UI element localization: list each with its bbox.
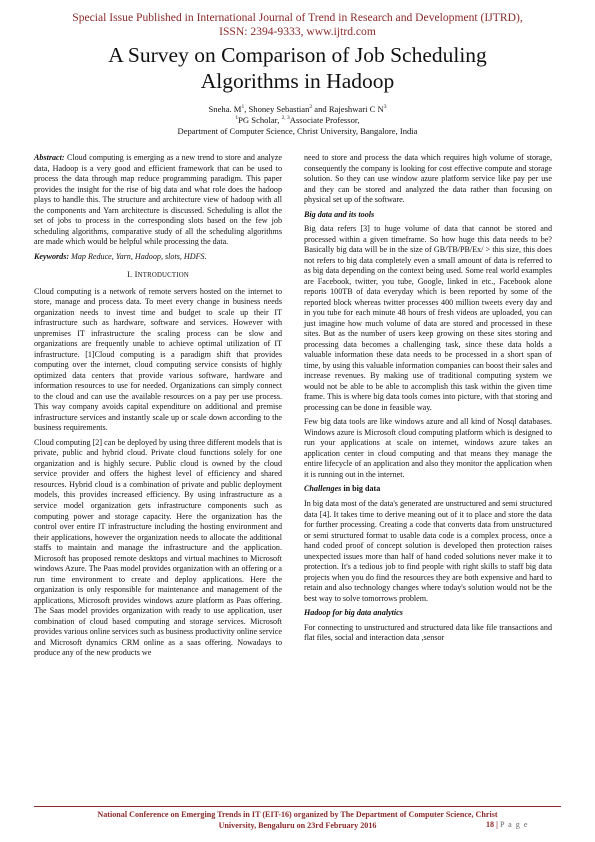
intro-paragraph-1: Cloud computing is a network of remote servers hosted on the internet to store, manage and process data. To meet every change in business needs organization needs to invest time and budget to scale up their IT infrastructure such as hardware, software and services. However with unpremises IT infrastructure the scaling process can be slow and organizations are frequently unable to achieve optimal utilization of IT infrastructure. [1]Cloud computing is a paradigm shift that provides computing over the internet, cloud computing service consists of highly optimized data centers that provide various software, hardware and information resources to use for needed. Organizations can simply connect to the cloud and can use the available resources on a pay per use process. This way company avoids capital expenditure on additional and premise infrastructure services and instantly scale up or scale down according to the business requirements. <box>34 286 282 433</box>
department: Department of Computer Science, Christ University, Bangalore, India <box>177 126 418 136</box>
affiliation-2-mark: 2, 3 <box>281 115 290 122</box>
author-3: and Rajeshwari C N <box>312 104 384 114</box>
left-column <box>34 153 282 663</box>
footer-line-1: National Conference on Emerging Trends in IT (EIT-16) organized by The Department of Computer Science, Christ <box>97 810 498 819</box>
affiliation-1: PG Scholar, <box>238 115 282 125</box>
right-paragraph-0: need to store and process the data which requires high volume of storage, consequently the company is looking for cost effective compute and storage solution. So they can use window azure platform service like pay per use and they can be stored and analyzed the data rather than focusing on physical set up of the software. <box>304 153 552 205</box>
page-number-separator: | <box>494 820 500 829</box>
challenges-rest: in big data <box>341 484 381 494</box>
keywords <box>34 252 282 263</box>
author-2: , Shoney Sebastian <box>244 104 310 114</box>
affiliation-2: Associate Professor, <box>289 115 360 125</box>
right-column <box>304 153 552 648</box>
section-heading-rest: NTRODUCTION <box>137 272 189 280</box>
paper-title-line-2: Algorithms in Hadoop <box>200 69 395 93</box>
section-heading-prefix: I. I <box>127 270 138 280</box>
challenges-word: Challenges <box>304 484 342 494</box>
journal-header-line-2: ISSN: 2394-9333, www.ijtrd.com <box>219 25 376 38</box>
journal-header-line-1: Special Issue Published in International Journal of Trend in Research and Development (IJTRD), <box>72 11 523 24</box>
abstract-text: Cloud computing is emerging as a new trend to store and analyze data, Hadoop is a very good and efficient framework that can be used to process the data through map reduce programming paradigm. This paper provides the insight for the rise of big data and what role does the hadoop plays to handle this. The structure and architecture view of hadoop with all the components and Yarn architecture is discussed. Scheduling is allot the set of jobs to process in the corresponding slots based on the few job scheduling algorithms, comparative study of all the scheduling algorithms are made which would be helpful while processing the data. <box>34 153 282 247</box>
paper-title-line-1: A Survey on Comparison of Job Scheduling <box>108 43 487 67</box>
section-heading-introduction <box>34 270 282 282</box>
footer-rule <box>34 806 561 807</box>
page-number-value: 18 <box>486 820 495 829</box>
author-1-mark: 1 <box>241 104 245 111</box>
keywords-text: Map Reduce, Yarn, Hadoop, slots, HDFS. <box>69 251 207 261</box>
challenges-paragraph: In big data most of the data's generated are unstructured and semi structured data [4]. It takes time to derive meaning out of it to place and store the data for further processing. Creating a code that converts data from unstructured or semi structured format to usable data code is a complex process, once a hand coded proof of concept solution is developed then protection raises unexpected issues more than half of hand coded solutions never make it to protection. It's a tedious job to find people with right skills to staff big data projects when you do find the resources they are both expensive and hard to retain and also technology changes where today's solution would not be the best way to solve tomorrows problem. <box>304 498 552 603</box>
keywords-label: Keywords: <box>34 251 70 261</box>
abstract-label: Abstract: <box>34 153 65 162</box>
subheading-hadoop-analytics: Hadoop for big data analytics <box>304 608 403 618</box>
author-list <box>0 104 595 115</box>
affiliation-roles <box>0 115 595 126</box>
author-1: Sneha. M <box>208 104 242 114</box>
hadoop-paragraph: For connecting to unstructured and structured data like file transactions and flat files, social and interaction data ,sensor <box>304 622 552 643</box>
abstract <box>34 153 282 248</box>
subheading-challenges <box>304 484 552 495</box>
page-number <box>486 820 528 829</box>
author-2-mark: 2 <box>309 104 313 111</box>
footer-line-2: University, Bengaluru on 23rd February 2016 <box>218 821 377 830</box>
page-word: P a g e <box>499 820 529 829</box>
big-data-paragraph: Big data refers [3] to huge volume of data that cannot be stored and processed within a given timeframe. So how huge this data needs to be? Basically big data will be in the size of GB/TB/PB/Ex/ > this size, this does not refers to big data completely even a small amount of data is referred to as big data depending on the context being used. Some real world examples are Facebook, twitter, you tube, Google, linked in etc., Facebook alone reports 100TB of data everyday which is been reported by some of the reported block whereas twitter processes 400 million tweets every day and in you tube for each minute 48 hours of fresh videos are uploaded, you can just imagine how much volume of data are stored and processed in these sites. But as the number of users keep growing on these sites storing and processing data becomes a challenging task, since these data holds a valuable information these data needs to be processed in a short span of time, by using this valuable information companies can boost their sales and increase revenues. By making use of traditional computing system we would not be able to be able to accomplish this task within the given time frame. This is where big data tools comes into picture, with that storing and processing can be done in feasible way. <box>304 224 552 412</box>
author-3-mark: 3 <box>383 104 387 111</box>
subheading-big-data-tools: Big data and its tools <box>304 209 375 219</box>
affiliation-1-mark: 1 <box>235 115 239 122</box>
intro-paragraph-2: Cloud computing [2] can be deployed by using three different models that is private, public and hybrid cloud. Private cloud functions solely for one organization and is highly secure. Public cloud is owned by the cloud service provider and offers the highest level of efficiency and shared resources. Hybrid cloud is a combination of private and public deployment models, this provides increased efficiency. By using infrastructure as a service model organization gets infrastructure components such as computing power and storage capacity. Here the organization has the control over entire IT infrastructure including the hosting environment and their applications, however the organization needs to allocate the additional staffs to maintain and manage the infrastructure and the application. Microsoft has proposed remote desktops and virtual machines to Microsoft windows Azure. The Paas model provides organization with an offering or a run time environment to create and deploy applications. Here the organization is only responsible for maintenance and management of the applications, Microsoft provides windows azure platform as Paas offering. The Saas model provides organization with ready to use application, user combination of cloud based computing and storage services. Microsoft provides various online services such as business productivity online service and Microsoft dynamics CRM online as a saas offering. Nowadays to produce any of the new products we <box>34 437 282 658</box>
big-data-tools-paragraph: Few big data tools are like windows azure and all kind of Nosql databases. Windows azure is Microsoft cloud computing platform which is designed to run your applications at scale on internet, windows azure takes an application center in cloud computing and that means they manage the entire lifecycle of an application and also they monitor the application when it is running out in the internet. <box>304 417 552 479</box>
